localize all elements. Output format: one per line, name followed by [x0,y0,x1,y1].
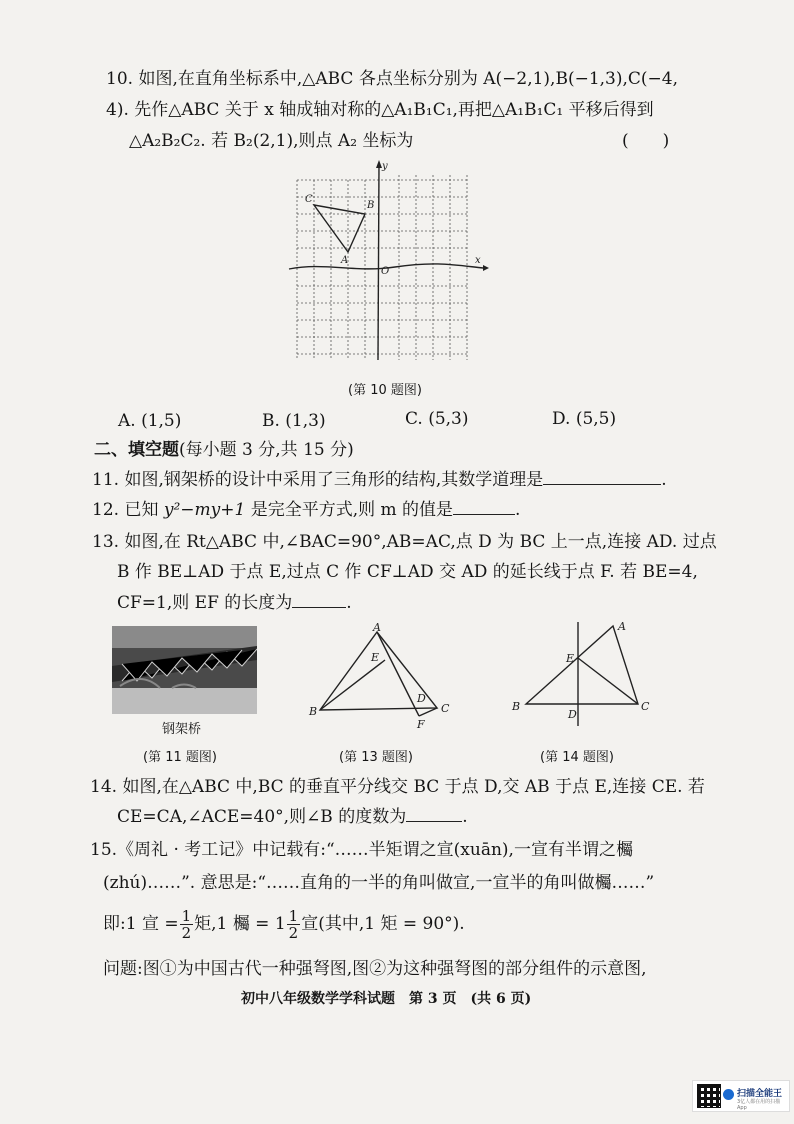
fig13-label-c: C [441,702,450,715]
fig13-caption: (第 13 题图) [339,750,413,765]
q15-line-2: (zhú)……”. 意思是:“……直角的一半的角叫做宣,一宣半的角叫做欘……” [103,873,655,893]
q12-period: . [515,500,521,520]
fig13-label-b: B [309,705,318,718]
x-axis-label: x [475,255,481,266]
q10-option-c[interactable]: C. (5,3) [405,409,469,429]
q15-line-1: 15.《周礼 · 考工记》中记载有:“……半矩谓之宣(xuān),一宣有半谓之欘 [90,840,633,860]
y-axis-label: y [382,161,388,172]
q15-fraction-1: $\frac{1}{2}$ [181,907,192,942]
fig14-label-c: C [641,700,650,713]
point-c-label: C [305,194,313,205]
fig13-label-a: A [373,621,381,634]
q10-line-1: 10. 如图,在直角坐标系中,△ABC 各点坐标分别为 A(−2,1),B(−1,3),C(−4, [106,69,678,89]
q12-answer-blank[interactable] [453,500,515,515]
fig14-label-a: A [618,620,626,633]
point-a-label: A [341,255,349,266]
origin-label: O [381,266,390,277]
q13-line-2: B 作 BE⊥AD 于点 E,过点 C 作 CF⊥AD 交 AD 的延长线于点 F. 若 BE=4, [117,562,698,582]
q13-question-end: CF=1,则 EF 的长度为 [117,593,293,613]
q13-line-3 [117,592,352,614]
fig11-label: 钢架桥 [162,722,202,737]
q11-answer-blank[interactable] [543,470,661,485]
q15-def-1: 即:1 宣 = [103,914,179,934]
q10-line-2: 4). 先作△ABC 关于 x 轴成轴对称的△A₁B₁C₁,再把△A₁B₁C₁ 平移后得到 [106,100,654,120]
q12-pre: 12. 已知 [92,500,164,520]
q15-def-2: 矩,1 欘 = 1 [194,914,286,934]
q11-question: 11. 如图,钢架桥的设计中采用了三角形的结构,其数学道理是 [92,470,544,490]
scanner-badge-title: 扫描全能王 [737,1089,783,1099]
fig13-triangle [305,620,455,732]
q15-def-3: 宣(其中,1 矩 = 90°). [301,914,465,934]
q15-fraction-2: $\frac{1}{2}$ [288,907,299,942]
page-footer: 初中八年级数学学科试题 第 3 页 (共 6 页) [241,991,532,1007]
fig14-caption: (第 14 题图) [540,750,614,765]
q11-text [92,469,667,491]
fig13-label-e: E [371,651,380,664]
q13-period: . [346,593,352,613]
q10-figure-caption: (第 10 题图) [348,383,422,398]
section-2-note: (每小题 3 分,共 15 分) [179,440,354,460]
q10-line-3: △A₂B₂C₂. 若 B₂(2,1),则点 A₂ 坐标为 [129,131,414,151]
point-b-label: B [367,200,375,211]
fig14-label-e: E [566,652,575,665]
y-axis-line [378,164,379,360]
q11-period: . [661,470,667,490]
q14-question-end: CE=CA,∠ACE=40°,则∠B 的度数为 [117,807,407,827]
steel-bridge-photo [112,626,257,714]
q14-answer-blank[interactable] [406,807,462,822]
triangle-abc [314,205,365,252]
q12-expression: y²−my+1 [163,500,246,520]
fig13-label-f: F [417,718,425,731]
q10-answer-paren: ( ) [622,131,670,151]
fig14-label-d: D [568,708,577,721]
qr-code-icon [697,1084,721,1108]
section-2-title: 二、填空题 [94,440,179,460]
q12-text [92,499,520,521]
q13-answer-blank[interactable] [292,593,346,608]
q12-post: 是完全平方式,则 m 的值是 [245,500,454,520]
q15-line-4: 问题:图①为中国古代一种强弩图,图②为这种强弩图的部分组件的示意图, [103,959,647,979]
q14-period: . [462,807,468,827]
scanner-badge [692,1080,790,1112]
q14-line-1: 14. 如图,在△ABC 中,BC 的垂直平分线交 BC 于点 D,交 AB 于点 E,连接 CE. 若 [90,777,705,797]
fig14-triangle [508,618,658,728]
q13-line-1: 13. 如图,在 Rt△ABC 中,∠BAC=90°,AB=AC,点 D 为 BC 上一点,连接 AD. 过点 [92,532,717,552]
q15-line-3 [103,904,465,944]
section-2-heading [94,439,354,461]
q10-option-d[interactable]: D. (5,5) [552,409,617,429]
q14-line-2 [117,806,468,828]
scanner-logo-icon [723,1089,734,1100]
fig14-label-b: B [512,700,521,713]
scanner-badge-subtitle: 3亿人都在用的扫描App [737,1099,781,1111]
q10-option-a[interactable]: A. (1,5) [118,411,182,431]
q10-grid-figure [285,160,490,372]
fig11-caption: (第 11 题图) [143,750,217,765]
q10-option-b[interactable]: B. (1,3) [262,411,326,431]
fig13-label-d: D [417,692,426,705]
